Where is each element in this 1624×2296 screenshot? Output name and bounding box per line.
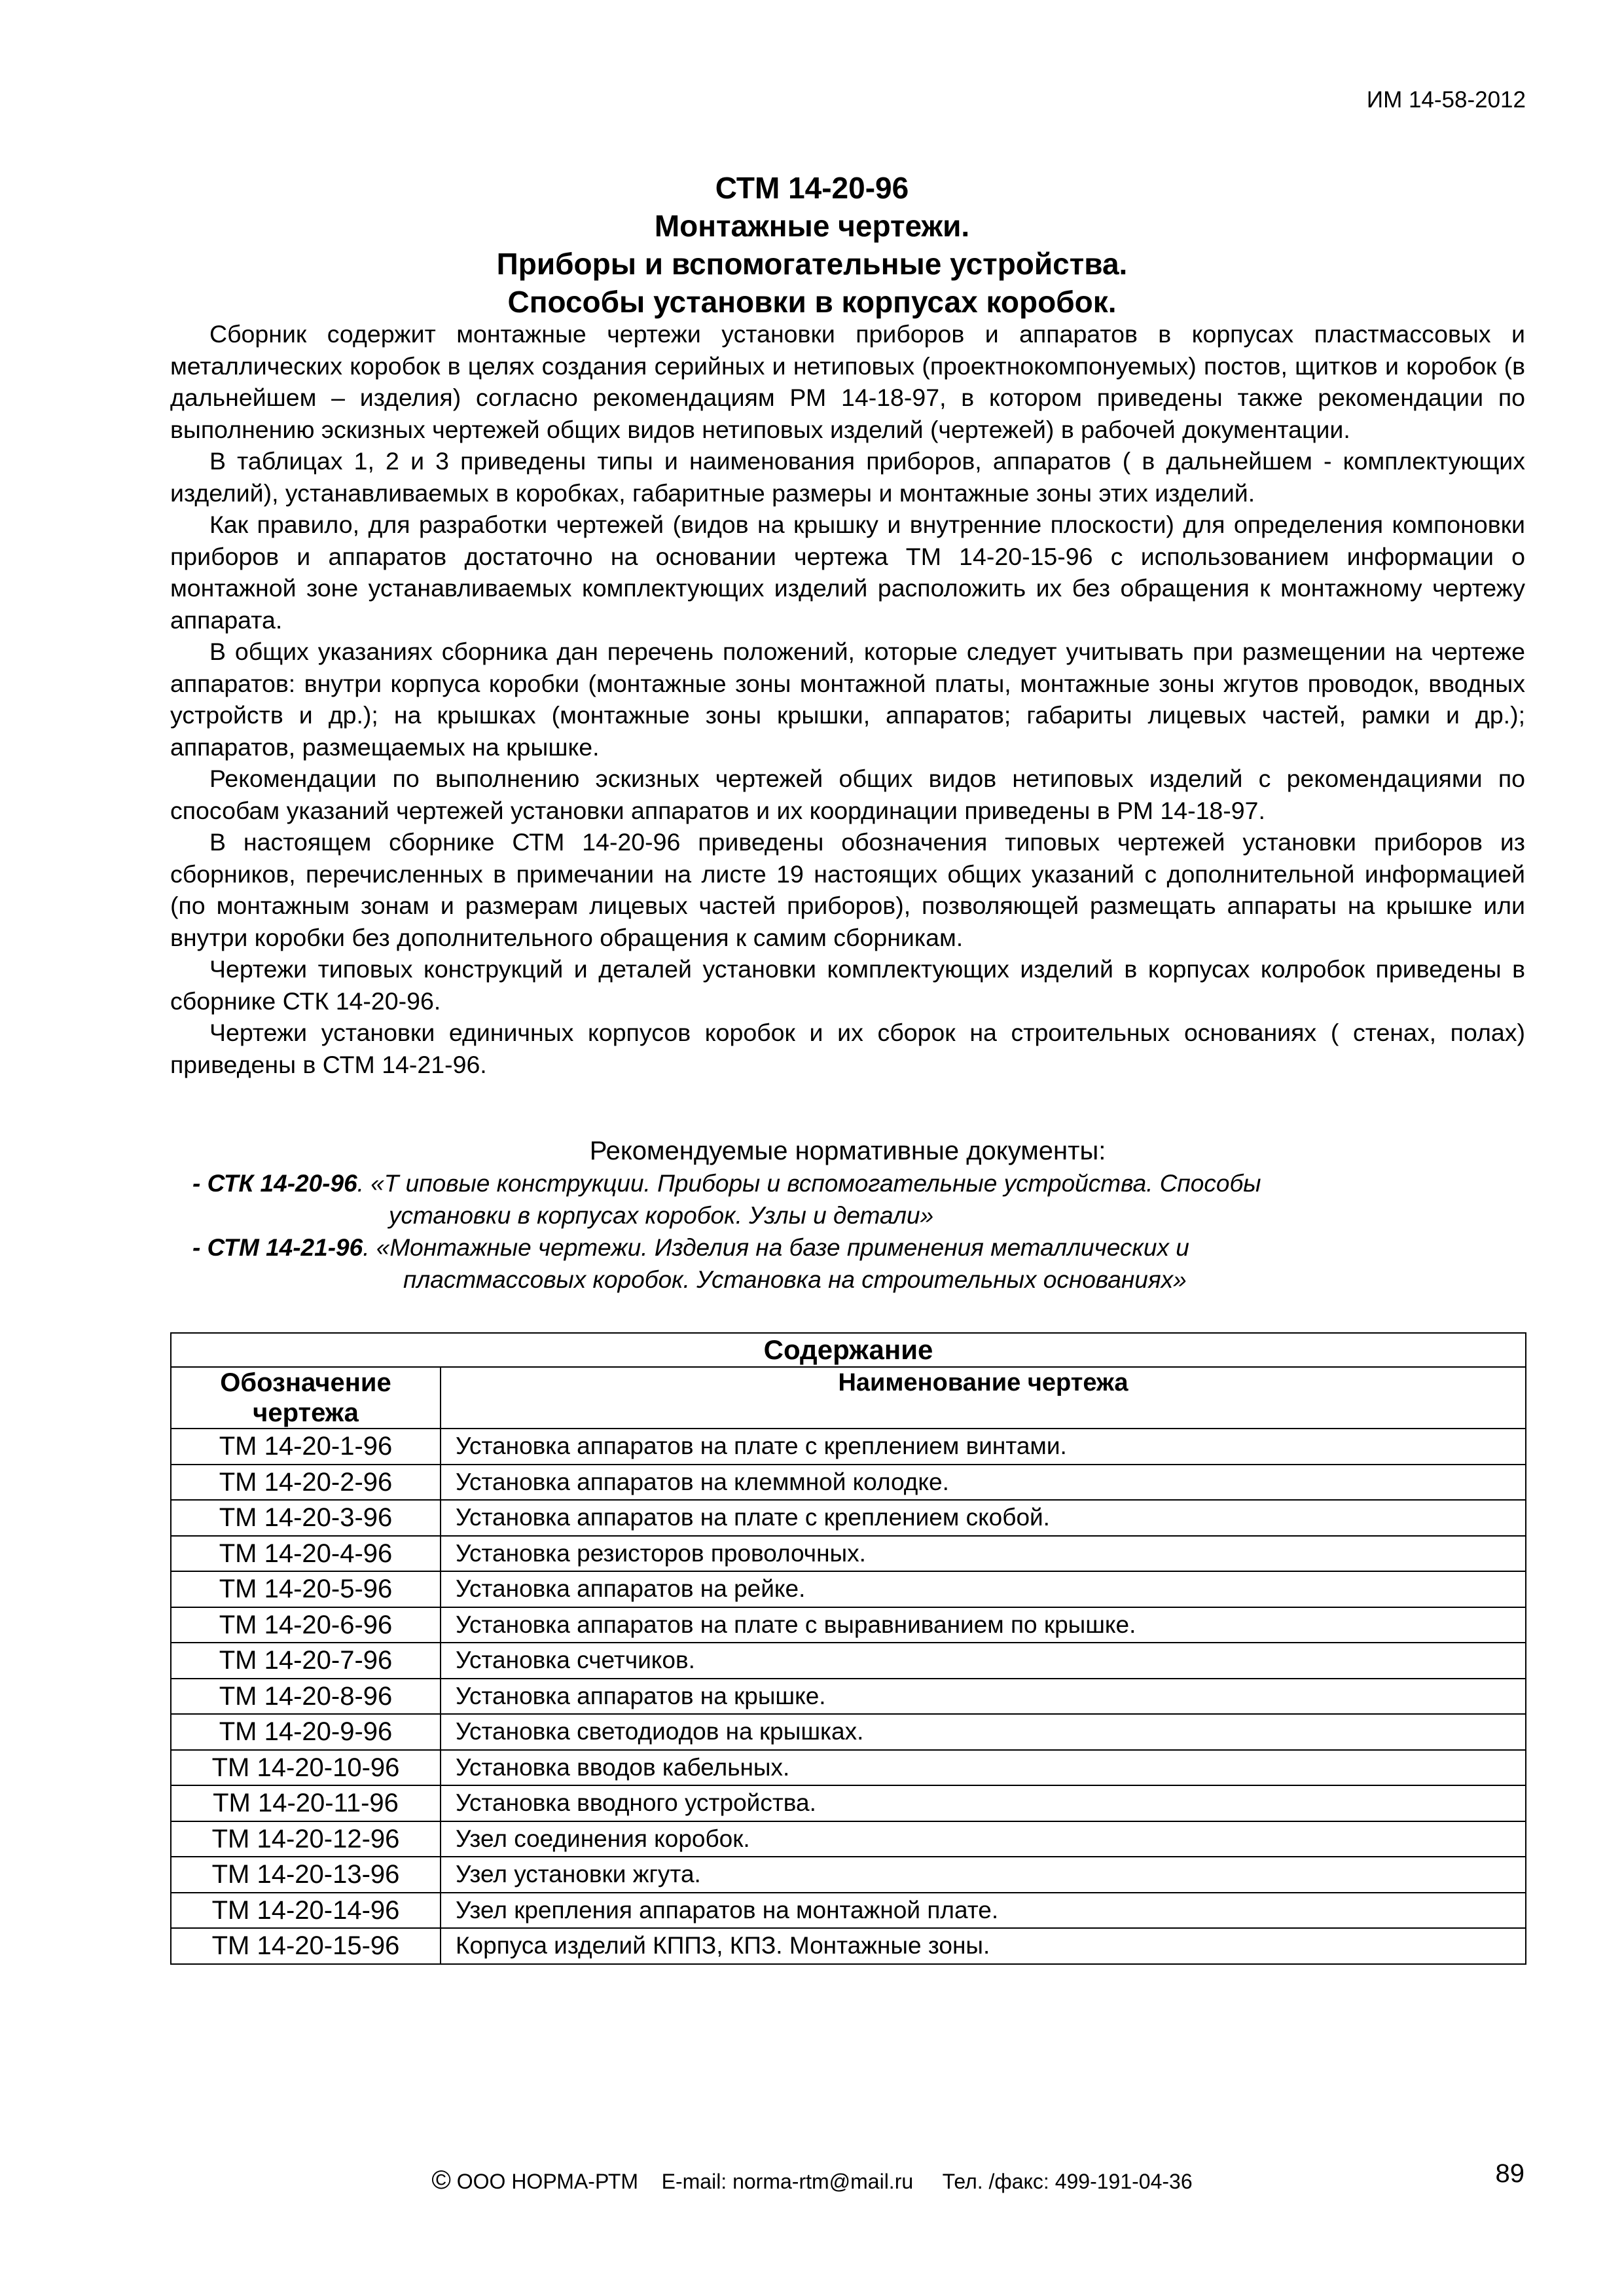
- drawing-code-cell: ТМ 14-20-1-96: [171, 1429, 441, 1465]
- paragraph: В настоящем сборнике СТМ 14-20-96 приведены обозначения типовых чертежей установки приборов из сборников, перечисленных в примечании на листе 19 настоящих общих указаний с дополнительной информацией (по монтажным зонам и размерам лицевых частей приборов), позволяющей размещать аппараты на крышке или внутри коробки без дополнительного обращения к самим сборникам.: [170, 828, 1525, 951]
- drawing-code-cell: ТМ 14-20-3-96: [171, 1500, 441, 1536]
- paragraph: Чертежи типовых конструкций и деталей установки комплектующих изделий в корпусах колробок приведены в сборнике СТК 14-20-96.: [170, 955, 1525, 1015]
- table-row: [171, 1500, 1526, 1536]
- drawing-name-cell: Корпуса изделий КППЗ, КПЗ. Монтажные зоны.: [441, 1928, 1526, 1964]
- drawing-code-cell: ТМ 14-20-7-96: [171, 1643, 441, 1679]
- drawing-code-cell: ТМ 14-20-5-96: [171, 1571, 441, 1607]
- recommended-text-cont: пластмассовых коробок. Установка на строительных основаниях»: [403, 1266, 1187, 1293]
- body-text: [170, 318, 1525, 1080]
- paragraph: В общих указаниях сборника дан перечень положений, которые следует учитывать при размещении на чертеже аппаратов: внутри корпуса коробки (монтажные зоны монтажной платы, монтажные зоны жгутов проводок, вводных устройств и др.); на крышках (монтажные зоны крышки, аппаратов; габариты лицевых частей, рамки и др.); аппаратов, размещаемых на крышке.: [170, 638, 1525, 761]
- drawing-code-cell: ТМ 14-20-12-96: [171, 1821, 441, 1857]
- table-row: [171, 1571, 1526, 1607]
- page-number: 89: [1495, 2159, 1525, 2188]
- paragraph: Сборник содержит монтажные чертежи установки приборов и аппаратов в корпусах пластмассовых и металлических коробок в целях создания серийных и нетиповых (проектнокомпонуемых) постов, щитков и коробок (в дальнейшем – изделия) согласно рекомендациям РМ 14-18-97, в котором приведены также рекомендации по выполнению эскизных чертежей общих видов нетиповых изделий (чертежей) в рабочей документации.: [170, 320, 1525, 443]
- title-line-4: Способы установки в корпусах коробок.: [507, 285, 1117, 319]
- footer-email: E-mail: norma-rtm@mail.ru: [661, 2170, 914, 2193]
- document-code: ИМ 14-58-2012: [1366, 87, 1526, 113]
- drawing-code-cell: ТМ 14-20-9-96: [171, 1714, 441, 1750]
- title-line-2: Монтажные чертежи.: [654, 209, 970, 243]
- table-row: [171, 1750, 1526, 1786]
- drawing-name-cell: Установка вводов кабельных.: [441, 1750, 1526, 1786]
- drawing-name-cell: Установка счетчиков.: [441, 1643, 1526, 1679]
- drawing-name-cell: Установка аппаратов на крышке.: [441, 1679, 1526, 1715]
- recommended-text-cont: установки в корпусах коробок. Узлы и детали»: [389, 1202, 934, 1229]
- recommended-text: . «Монтажные чертежи. Изделия на базе применения металлических и: [363, 1234, 1189, 1261]
- footer: [0, 2166, 1624, 2195]
- drawing-code-cell: ТМ 14-20-10-96: [171, 1750, 441, 1786]
- document-titles: [0, 169, 1624, 321]
- drawing-code-cell: ТМ 14-20-6-96: [171, 1607, 441, 1643]
- column-header-name: Наименование чертежа: [441, 1367, 1526, 1429]
- recommended-code: - СТК 14-20-96: [192, 1170, 357, 1197]
- recommended-item: [170, 1167, 1525, 1231]
- title-line-1: СТМ 14-20-96: [715, 171, 909, 205]
- table-row: [171, 1607, 1526, 1643]
- paragraph: В таблицах 1, 2 и 3 приведены типы и наименования приборов, аппаратов ( в дальнейшем - комплектующих изделий), устанавливаемых в коробках, габаритные размеры и монтажные зоны этих изделий.: [170, 447, 1525, 507]
- table-row: [171, 1928, 1526, 1964]
- drawing-name-cell: Установка вводного устройства.: [441, 1785, 1526, 1821]
- recommended-item: [170, 1231, 1525, 1296]
- footer-company: ООО НОРМА-РТМ: [456, 2170, 639, 2193]
- table-row: [171, 1429, 1526, 1465]
- paragraph: Рекомендации по выполнению эскизных чертежей общих видов нетиповых изделий с рекомендациями по способам указаний чертежей установки аппаратов и их координации приведены в РМ 14-18-97.: [170, 765, 1525, 824]
- recommended-text: . «Т иповые конструкции. Приборы и вспомогательные устройства. Способы: [357, 1170, 1261, 1197]
- drawing-code-cell: ТМ 14-20-14-96: [171, 1893, 441, 1929]
- recommended-documents: [170, 1135, 1525, 1296]
- drawing-code-cell: ТМ 14-20-15-96: [171, 1928, 441, 1964]
- drawing-name-cell: Установка аппаратов на рейке.: [441, 1571, 1526, 1607]
- recommended-code: - СТМ 14-21-96: [192, 1234, 363, 1261]
- table-row: [171, 1857, 1526, 1893]
- title-line-3: Приборы и вспомогательные устройства.: [496, 247, 1128, 281]
- table-row: [171, 1785, 1526, 1821]
- drawing-code-cell: ТМ 14-20-2-96: [171, 1465, 441, 1501]
- drawing-code-cell: ТМ 14-20-13-96: [171, 1857, 441, 1893]
- drawing-name-cell: Узел соединения коробок.: [441, 1821, 1526, 1857]
- table-row: [171, 1821, 1526, 1857]
- footer-phone: Тел. /факс: 499-191-04-36: [942, 2170, 1193, 2193]
- table-row: [171, 1465, 1526, 1501]
- contents-table: [170, 1332, 1526, 1965]
- drawing-name-cell: Узел крепления аппаратов на монтажной плате.: [441, 1893, 1526, 1929]
- table-row: [171, 1893, 1526, 1929]
- paragraph: Чертежи установки единичных корпусов коробок и их сборок на строительных основаниях ( стенах, полах) приведены в СТМ 14-21-96.: [170, 1019, 1525, 1078]
- drawing-name-cell: Установка аппаратов на плате с выравниванием по крышке.: [441, 1607, 1526, 1643]
- drawing-code-cell: ТМ 14-20-4-96: [171, 1536, 441, 1572]
- paragraph: Как правило, для разработки чертежей (видов на крышку и внутренние плоскости) для определения компоновки приборов и аппаратов достаточно на основании чертежа ТМ 14-20-15-96 с использованием информации о монтажной зоне устанавливаемых комплектующих изделий расположить их без обращения к монтажному чертежу аппарата.: [170, 511, 1525, 634]
- copyright-icon: ©: [431, 2166, 451, 2195]
- drawing-code-cell: ТМ 14-20-11-96: [171, 1785, 441, 1821]
- drawing-code-cell: ТМ 14-20-8-96: [171, 1679, 441, 1715]
- table-row: [171, 1714, 1526, 1750]
- drawing-name-cell: Установка аппаратов на клеммной колодке.: [441, 1465, 1526, 1501]
- column-header-code: Обозначение чертежа: [171, 1367, 441, 1429]
- table-row: [171, 1536, 1526, 1572]
- table-row: [171, 1643, 1526, 1679]
- drawing-name-cell: Установка светодиодов на крышках.: [441, 1714, 1526, 1750]
- contents-caption: Содержание: [171, 1333, 1526, 1367]
- drawing-name-cell: Узел установки жгута.: [441, 1857, 1526, 1893]
- drawing-name-cell: Установка резисторов проволочных.: [441, 1536, 1526, 1572]
- drawing-name-cell: Установка аппаратов на плате с креплением скобой.: [441, 1500, 1526, 1536]
- table-row: [171, 1679, 1526, 1715]
- recommended-title: Рекомендуемые нормативные документы:: [589, 1137, 1106, 1165]
- drawing-name-cell: Установка аппаратов на плате с креплением винтами.: [441, 1429, 1526, 1465]
